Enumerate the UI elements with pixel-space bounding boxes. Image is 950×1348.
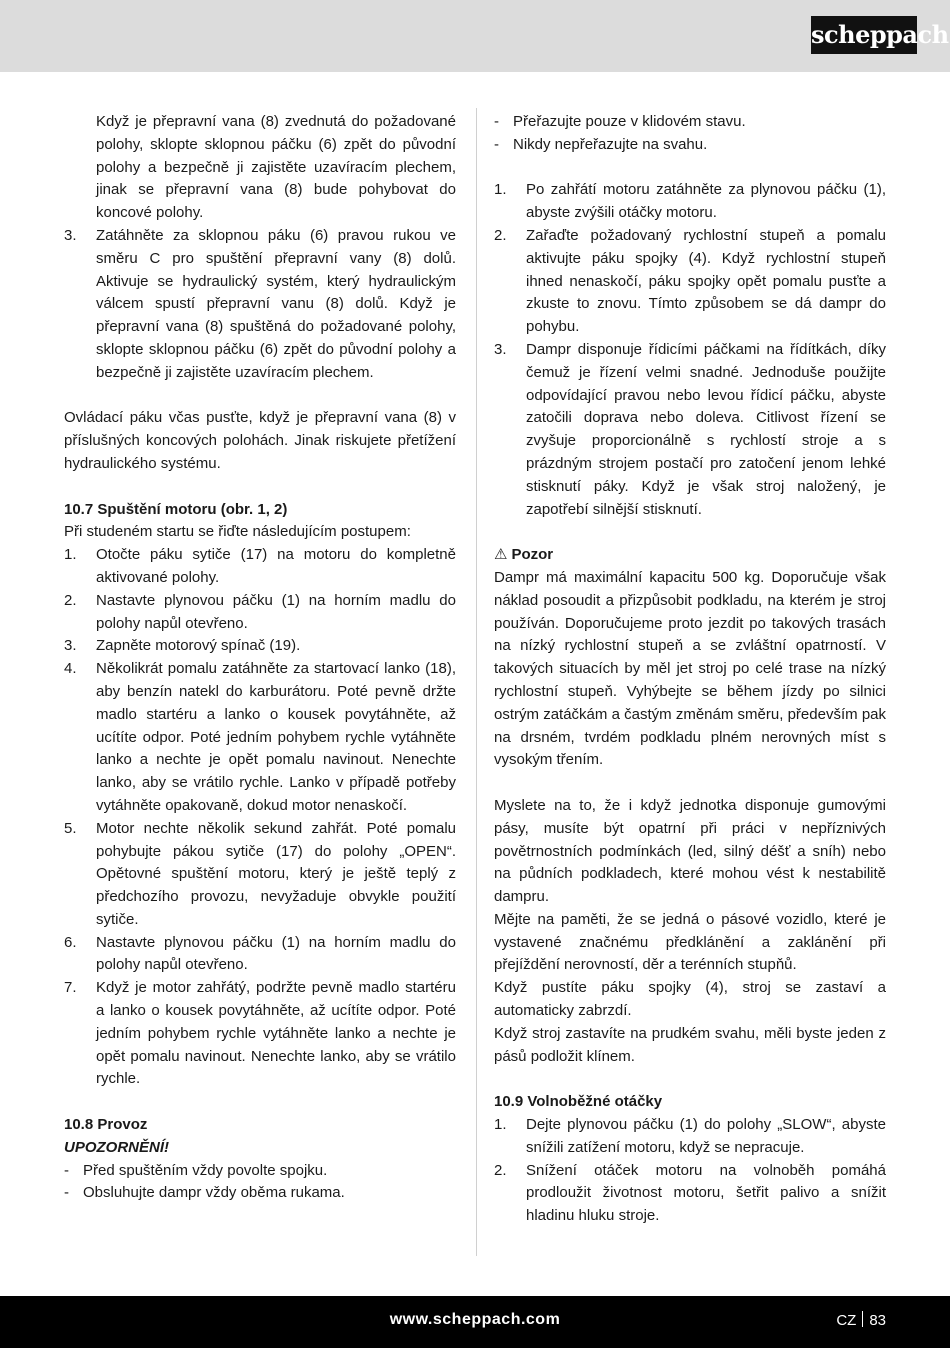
list-item bbox=[64, 635, 456, 658]
numbered-list bbox=[494, 179, 886, 521]
warning-label: UPOZORNĚNÍ! bbox=[64, 1138, 169, 1156]
dash-item: - Přeřazujte pouze v klidovém stavu. bbox=[494, 113, 746, 130]
dash-item: - Obsluhujte dampr vždy oběma rukama. bbox=[64, 1184, 345, 1202]
item-number: 4. bbox=[64, 660, 77, 678]
list-item bbox=[494, 1114, 886, 1160]
dash-text: Obsluhujte dampr vždy oběma rukama. bbox=[83, 1184, 345, 1202]
item-text: Když je motor zahřátý, podržte pevně madlo startéru a lanko o kousek povytáhněte, až ucítíte odpor. Poté jedním pohybem rychle vytáhněte lanko a nechte je opět pomalu navinout. Nenechte lanko, aby se vrátilo rychle. bbox=[96, 979, 456, 1088]
language-code: CZ bbox=[836, 1312, 857, 1329]
page-number bbox=[836, 1311, 886, 1329]
list-item bbox=[64, 658, 456, 818]
dash-list bbox=[494, 111, 886, 157]
item-text: Dampr disponuje řídicími páčkami na řídítkách, díky čemuž je řízení velmi snadné. Jednoduše použijte odpovídající pravou nebo levou řídicí páčku, abyste zatočili doprava nebo doleva. Citlivost řízení se zvyšuje proporcionálně s rychlostí stroje a s prázdným strojem postačí pro zatočení jenom lehké stisknutí páky. Když je však stroj naložený, je zapotřebí silnější stisknutí. bbox=[526, 340, 886, 518]
list-item bbox=[64, 225, 456, 385]
paragraph: Když stroj zastavíte na prudkém svahu, měli byste jeden z pásů podložit klínem. bbox=[494, 1024, 886, 1065]
list-item bbox=[64, 818, 456, 932]
item-text: Zařaďte požadovaný rychlostní stupeň a pomalu aktivujte páku spojky (4). Když rychlostní stupeň ihned nenaskočí, páku spojky opět pomalu pusťte a zkuste to znovu. Tímto způsobem se dá dampr do pohybu. bbox=[526, 226, 886, 336]
list-item bbox=[494, 1160, 886, 1228]
note-paragraph: Ovládací páku včas pusťte, když je přepravní vana (8) v příslušných koncových polohách. Jinak riskujete přetížení hydraulického systému. bbox=[64, 409, 456, 472]
continued-text: Když je přepravní vana (8) zvednutá do požadované polohy, sklopte sklopnou páčku (6) zpět do původní polohy a bezpečně ji zajistěte uzavíracím plechem, jinak se přepravní vana (8) bude pohybovat do koncové polohy. bbox=[96, 113, 456, 222]
item-text: Otočte páku sytiče (17) na motoru do kompletně aktivované polohy. bbox=[96, 546, 456, 586]
item-number: 3. bbox=[64, 226, 77, 244]
warning-triangle-icon: ⚠ bbox=[494, 546, 508, 564]
item-text: Dejte plynovou páčku (1) do polohy „SLOW“, abyste snížili zatížení motoru, když se nepracuje. bbox=[526, 1116, 886, 1156]
dash-list bbox=[64, 1160, 456, 1206]
dash-item: - Před spuštěním vždy povolte spojku. bbox=[64, 1161, 328, 1179]
item-number: 7. bbox=[64, 979, 77, 997]
list-item bbox=[494, 339, 886, 521]
list-item bbox=[64, 932, 456, 978]
list-item bbox=[494, 225, 886, 339]
item-text: Snížení otáček motoru na volnoběh pomáhá prodloužit životnost motoru, šetřit palivo a snížit hladinu hluku stroje. bbox=[526, 1161, 886, 1225]
item-text: Zatáhněte za sklopnou páku (6) pravou rukou ve směru C pro spuštění přepravní vany (8) dolů. Aktivuje se hydraulický systém, který hydraulickým válcem spustí přepravní vanu (8) dolů. Když je přepravní vana (8) spuštěná do požadované polohy, sklopte sklopnou páčku (6) zpět do původní polohy a bezpečně ji zajistěte uzavíracím plechem. bbox=[96, 226, 456, 381]
item-number: 2. bbox=[494, 1161, 507, 1179]
item-number: 2. bbox=[494, 226, 507, 244]
section-heading-10-7: 10.7 Spuštění motoru (obr. 1, 2) bbox=[64, 500, 288, 518]
dash-text: Přeřazujte pouze v klidovém stavu. bbox=[513, 113, 746, 130]
list-item bbox=[64, 977, 456, 1091]
item-text: Po zahřátí motoru zatáhněte za plynovou páčku (1), abyste zvýšili otáčky motoru. bbox=[526, 181, 886, 222]
numbered-list bbox=[64, 544, 456, 1091]
page-num: 83 bbox=[869, 1312, 886, 1329]
list-item bbox=[494, 179, 886, 225]
dash-item: - Nikdy nepřeřazujte na svahu. bbox=[494, 135, 708, 153]
right-column bbox=[494, 111, 886, 1228]
website-link[interactable]: www.scheppach.com bbox=[389, 1311, 561, 1328]
item-number: 1. bbox=[64, 546, 77, 564]
section-heading-10-9: 10.9 Volnoběžné otáčky bbox=[494, 1093, 663, 1111]
caution-heading bbox=[494, 544, 886, 567]
paragraph: Mějte na paměti, že se jedná o pásové vozidlo, které je vystavené značnému předklánění a zaklánění při přejíždění nerovností, děr a terénních stupňů. bbox=[494, 910, 886, 974]
page-footer bbox=[0, 1296, 950, 1348]
dash-text: Před spuštěním vždy povolte spojku. bbox=[83, 1161, 328, 1179]
item-number: 2. bbox=[64, 591, 77, 609]
scheppach-logo: scheppach bbox=[811, 16, 917, 54]
item-number: 3. bbox=[494, 340, 507, 358]
section-heading-10-8: 10.8 Provoz bbox=[64, 1116, 148, 1134]
dash-text: Nikdy nepřeřazujte na svahu. bbox=[513, 135, 708, 153]
paragraph: Myslete na to, že i když jednotka disponuje gumovými pásy, musíte být opatrní při práci v nepříznivých povětrnostních podmínkách (led, silný déšť a sníh) nebo na půdních podkladech, které mohou vést k nestabilitě dampru. bbox=[494, 796, 886, 906]
item-text: Nastavte plynovou páčku (1) na horním madlu do polohy napůl otevřeno. bbox=[96, 933, 456, 974]
list-item bbox=[64, 544, 456, 590]
paragraph: Když pustíte páku spojky (4), stroj se zastaví a automaticky zabrzdí. bbox=[494, 979, 886, 1020]
item-text: Nastavte plynovou páčku (1) na horním madlu do polohy napůl otevřeno. bbox=[96, 591, 456, 632]
caution-text: Dampr má maximální kapacitu 500 kg. Doporučuje však náklad posoudit a přizpůsobit podkladu, na kterém je stroj používán. Doporučujeme proto jezdit po takových trasách na nízký rychlostní stupeň a se zvláštní opatrností. V takových situacích by měl jet stroj po celé trase na nízký rychlostní stupeň. Vyhýbejte se během jízdy po silnici ostrým zatáčkám a častým změnám směru, především pak na drsném, tvrdém podkladu plném nerovných míst s vysokým třením. bbox=[494, 568, 886, 769]
item-number: 1. bbox=[494, 181, 507, 199]
section-intro: Při studeném startu se řiďte následujícím postupem: bbox=[64, 523, 411, 541]
list-item bbox=[64, 590, 456, 636]
numbered-list bbox=[494, 1114, 886, 1228]
item-text: Motor nechte několik sekund zahřát. Poté pomalu pohybujte pákou sytiče (17) do polohy „OPEN“. Opětovné spuštění motoru, který je ještě teplý z předchozího provozu, nevyžaduje obvykle použití sytiče. bbox=[96, 819, 456, 928]
caution-title: Pozor bbox=[511, 546, 554, 564]
item-text: Několikrát pomalu zatáhněte za startovací lanko (18), aby benzín natekl do karburátoru. Poté pevně držte madlo startéru a lanko o kousek povytáhněte, až ucítíte odpor. Poté jedním pohybem rychle vytáhněte lanko a nechte je opět pomalu navinout. Nenechte lanko, aby se vrátilo rychle. Lanko v případě potřeby vytáhněte opakovaně, dokud motor nenaskočí. bbox=[96, 660, 456, 814]
item-number: 5. bbox=[64, 819, 77, 837]
left-column bbox=[64, 111, 456, 1205]
page-header bbox=[0, 0, 950, 72]
column-divider bbox=[476, 108, 477, 1256]
item-number: 3. bbox=[64, 637, 77, 655]
item-text: Zapněte motorový spínač (19). bbox=[96, 637, 301, 655]
item-number: 6. bbox=[64, 933, 77, 951]
item-number: 1. bbox=[494, 1116, 507, 1134]
